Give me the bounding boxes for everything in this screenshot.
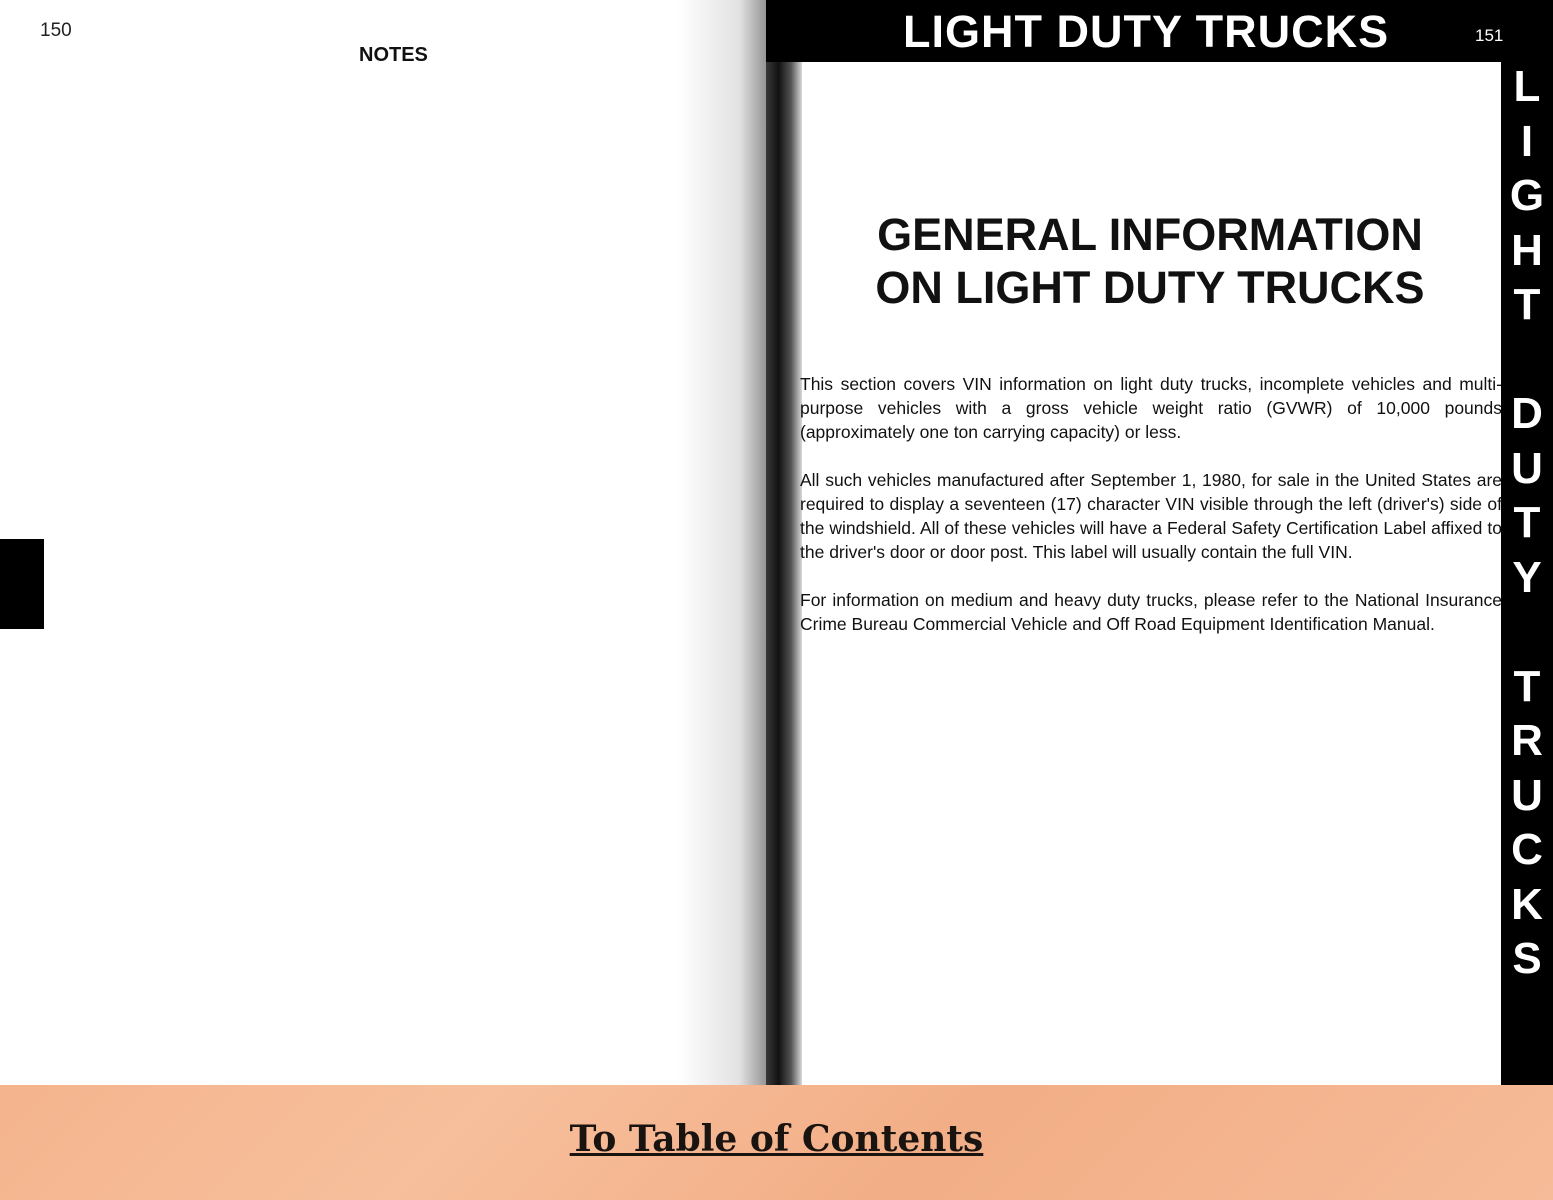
side-tab-letter: U [1511,770,1543,820]
side-tab-letter: T [1513,661,1541,711]
header-title: LIGHT DUTY TRUCKS [903,6,1390,57]
side-tab-letters [1501,60,1553,987]
side-tab-letter: H [1511,225,1543,275]
paragraph: For information on medium and heavy duty trucks, please refer to the National Insurance Crime Bureau Commercial Vehicle and Off Road Equipment Identification Manual. [800,590,1502,634]
right-page-number: 151 [1475,26,1504,45]
side-tab-letter: R [1511,716,1543,765]
table-of-contents-link[interactable]: To Table of Contents [569,1118,984,1160]
section-heading [820,208,1480,314]
side-tab-letter: D [1511,389,1543,438]
left-section-tab [0,539,44,629]
side-tab-letter: Y [1512,552,1542,602]
paragraph: All such vehicles manufactured after September 1, 1980, for sale in the United States are required to display a seventeen (17) character VIN visible through the left (driver's) side of the windshield. All of these vehicles will have a Federal Safety Certification Label affixed to the driver's door or door post. This label will usually contain the full VIN. [800,470,1502,562]
notes-title: NOTES [359,44,428,66]
side-tab-letter: I [1520,116,1534,166]
side-tab-letter: L [1513,62,1541,111]
side-tab-letter: K [1511,879,1543,929]
left-page-number: 150 [40,20,72,41]
side-tab-letter: S [1512,934,1542,983]
body-text [800,372,1502,660]
side-tab-letter: G [1509,171,1545,220]
paragraph: This section covers VIN information on light duty trucks, incomplete vehicles and multi-purpose vehicles with a gross vehicle weight ratio (GVWR) of 10,000 pounds (approximately one ton carrying capacity) or less. [800,374,1502,442]
book-spine [766,0,802,1085]
section-heading-line2: ON LIGHT DUTY TRUCKS [875,262,1425,313]
side-tab-letter: C [1511,825,1543,874]
side-tab-letter: U [1511,443,1543,493]
section-heading-line1: GENERAL INFORMATION [877,209,1423,260]
left-page [0,0,770,1085]
side-tab-letter: T [1513,280,1541,329]
side-tab-letter: T [1513,498,1541,547]
